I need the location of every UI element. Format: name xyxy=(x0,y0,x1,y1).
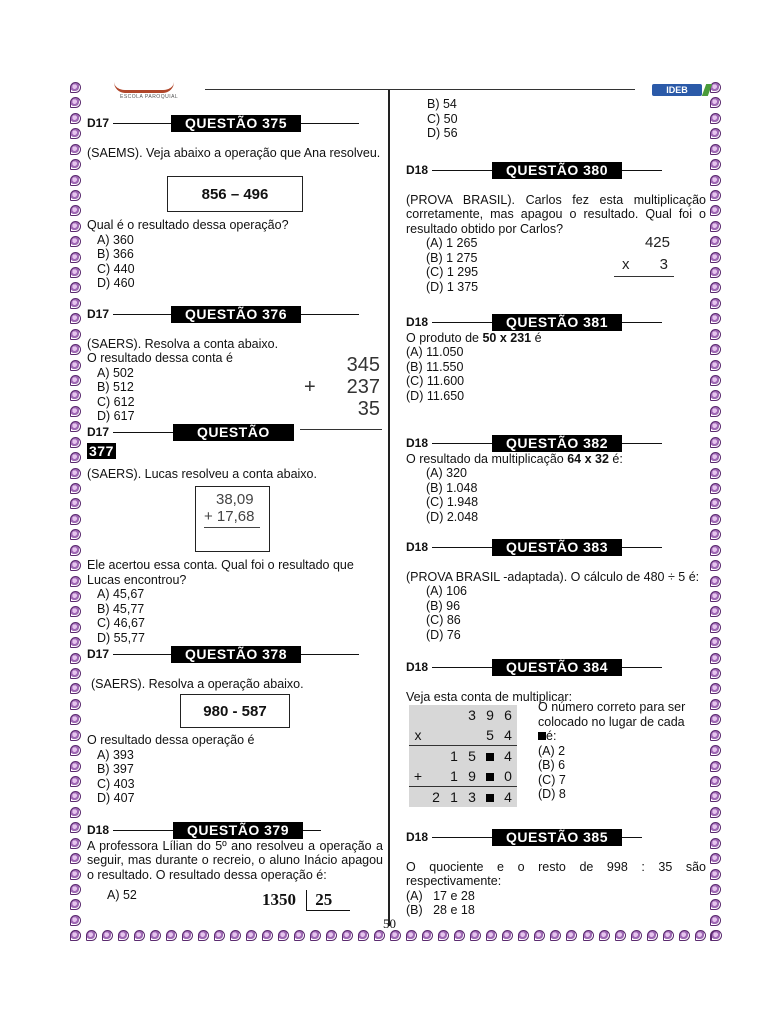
border-ornament-icon xyxy=(710,915,721,926)
border-ornament-icon xyxy=(710,468,721,479)
border-ornament-icon xyxy=(262,930,273,941)
decimal-addition-box: 38,09 + 17,68 xyxy=(195,486,270,552)
border-ornament-icon xyxy=(70,591,81,602)
border-ornament-icon xyxy=(70,714,81,725)
border-ornament-icon xyxy=(342,930,353,941)
grid-cell: x xyxy=(409,725,427,746)
border-ornament-icon xyxy=(70,483,81,494)
border-ornament-icon xyxy=(710,761,721,772)
border-ornament-icon xyxy=(70,853,81,864)
border-ornament-icon xyxy=(599,930,610,941)
grid-cell xyxy=(481,766,499,787)
border-ornament-icon xyxy=(710,406,721,417)
border-ornament-icon xyxy=(710,113,721,124)
border-ornament-icon xyxy=(710,899,721,910)
border-ornament-icon xyxy=(454,930,465,941)
grid-cell: + xyxy=(409,766,427,787)
border-ornament-icon xyxy=(102,930,113,941)
grid-cell: 4 xyxy=(499,787,517,808)
addition-column: 345 + 237 35 xyxy=(304,354,380,420)
grid-cell xyxy=(409,705,427,725)
border-ornament-icon xyxy=(710,128,721,139)
border-ornament-icon xyxy=(710,390,721,401)
grid-cell xyxy=(427,766,445,787)
grid-cell: 3 xyxy=(463,705,481,725)
border-ornament-icon xyxy=(710,236,721,247)
border-ornament-icon xyxy=(70,221,81,232)
border-ornament-icon xyxy=(326,930,337,941)
page-number: 50 xyxy=(383,916,396,931)
border-ornament-icon xyxy=(70,606,81,617)
grid-cell: 6 xyxy=(499,705,517,725)
border-ornament-icon xyxy=(695,930,706,941)
border-ornament-icon xyxy=(70,190,81,201)
border-ornament-icon xyxy=(710,344,721,355)
border-ornament-icon xyxy=(710,791,721,802)
question-380: D18 QUESTÃO 380 (PROVA BRASIL). Carlos fez esta multiplicação corretamente, mas apagou o resultado. Qual foi o resultado obtido por Carlos? (A) 1 265 (B) 1 275 (C) 1 295 (D) 1 375 xyxy=(406,162,706,294)
border-ornament-icon xyxy=(710,668,721,679)
question-378-body: O resultado dessa operação é A) 393 B) 397 C) 403 D) 407 xyxy=(87,733,255,805)
border-ornament-icon xyxy=(710,853,721,864)
right-border xyxy=(710,82,724,942)
column-divider xyxy=(388,90,390,926)
border-ornament-icon xyxy=(710,97,721,108)
border-ornament-icon xyxy=(70,452,81,463)
grid-cell xyxy=(409,787,427,808)
border-ornament-icon xyxy=(70,113,81,124)
blank-square-icon xyxy=(486,753,494,761)
border-ornament-icon xyxy=(710,838,721,849)
question-384: D18 QUESTÃO 384 Veja esta conta de multiplicar: xyxy=(406,659,706,704)
border-ornament-icon xyxy=(710,205,721,216)
border-ornament-icon xyxy=(710,190,721,201)
border-ornament-icon xyxy=(647,930,658,941)
border-ornament-icon xyxy=(198,930,209,941)
border-ornament-icon xyxy=(70,375,81,386)
border-ornament-icon xyxy=(86,930,97,941)
question-379-continued: B) 54 C) 50 D) 56 xyxy=(427,97,458,140)
border-ornament-icon xyxy=(214,930,225,941)
border-ornament-icon xyxy=(502,930,513,941)
grid-cell: 9 xyxy=(463,766,481,787)
border-ornament-icon xyxy=(710,298,721,309)
border-ornament-icon xyxy=(710,267,721,278)
border-ornament-icon xyxy=(710,699,721,710)
border-ornament-icon xyxy=(118,930,129,941)
question-375-body: Qual é o resultado dessa operação? A) 360 B) 366 C) 440 D) 460 xyxy=(87,218,289,290)
border-ornament-icon xyxy=(438,930,449,941)
border-ornament-icon xyxy=(710,869,721,880)
border-ornament-icon xyxy=(70,653,81,664)
border-ornament-icon xyxy=(70,838,81,849)
border-ornament-icon xyxy=(70,576,81,587)
grid-cell: 1 xyxy=(445,787,463,808)
border-ornament-icon xyxy=(710,452,721,463)
border-ornament-icon xyxy=(70,313,81,324)
border-ornament-icon xyxy=(70,82,81,93)
border-ornament-icon xyxy=(70,560,81,571)
border-ornament-icon xyxy=(534,930,545,941)
grid-cell: 9 xyxy=(481,705,499,725)
border-ornament-icon xyxy=(710,159,721,170)
grid-cell xyxy=(463,725,481,746)
border-ornament-icon xyxy=(70,128,81,139)
border-ornament-icon xyxy=(679,930,690,941)
grid-cell: 5 xyxy=(463,746,481,767)
division-bracket: 1350 25 xyxy=(262,890,350,911)
border-ornament-icon xyxy=(631,930,642,941)
border-ornament-icon xyxy=(70,930,81,941)
border-ornament-icon xyxy=(150,930,161,941)
border-ornament-icon xyxy=(310,930,321,941)
border-ornament-icon xyxy=(710,822,721,833)
border-ornament-icon xyxy=(134,930,145,941)
question-377-body: Ele acertou essa conta. Qual foi o resultado que Lucas encontrou? A) 45,67 B) 45,77 C) 46,67 D) 55,77 xyxy=(87,558,354,645)
question-381: D18 QUESTÃO 381 O produto de 50 x 231 é (A) 11.050 (B) 11.550 (C) 11.600 (D) 11.650 xyxy=(406,314,706,403)
border-ornament-icon xyxy=(470,930,481,941)
border-ornament-icon xyxy=(70,236,81,247)
grid-cell xyxy=(445,705,463,725)
grid-cell xyxy=(427,746,445,767)
border-ornament-icon xyxy=(406,930,417,941)
ideb-logo: IDEB xyxy=(652,84,702,96)
border-ornament-icon xyxy=(70,498,81,509)
school-logo: ESCOLA PAROQUIAL xyxy=(110,82,190,102)
question-377: D17 QUESTÃO 377 (SAERS). Lucas resolveu a conta abaixo. xyxy=(87,424,317,481)
grid-cell: 1 xyxy=(445,746,463,767)
border-ornament-icon xyxy=(70,683,81,694)
border-ornament-icon xyxy=(710,714,721,725)
multiplication-425x3: 425 x 3 xyxy=(614,232,674,277)
border-ornament-icon xyxy=(710,144,721,155)
grid-cell: 0 xyxy=(499,766,517,787)
border-ornament-icon xyxy=(710,360,721,371)
multiplication-grid xyxy=(409,705,517,807)
border-ornament-icon xyxy=(70,390,81,401)
border-ornament-icon xyxy=(70,622,81,633)
border-ornament-icon xyxy=(70,159,81,170)
border-ornament-icon xyxy=(70,822,81,833)
subtraction-box: 980 - 587 xyxy=(180,694,290,728)
border-ornament-icon xyxy=(358,930,369,941)
border-ornament-icon xyxy=(710,375,721,386)
grid-cell xyxy=(409,746,427,767)
border-ornament-icon xyxy=(70,421,81,432)
border-ornament-icon xyxy=(710,175,721,186)
header-rule xyxy=(205,89,635,90)
border-ornament-icon xyxy=(70,745,81,756)
border-ornament-icon xyxy=(278,930,289,941)
border-ornament-icon xyxy=(710,637,721,648)
bottom-border xyxy=(70,930,722,944)
border-ornament-icon xyxy=(70,329,81,340)
border-ornament-icon xyxy=(246,930,257,941)
border-ornament-icon xyxy=(710,683,721,694)
border-ornament-icon xyxy=(710,807,721,818)
border-ornament-icon xyxy=(710,252,721,263)
border-ornament-icon xyxy=(70,776,81,787)
border-ornament-icon xyxy=(70,699,81,710)
border-ornament-icon xyxy=(710,329,721,340)
question-385: D18 QUESTÃO 385 O quociente e o resto de 998 : 35 são respectivamente: (A) 17 e 28 (B) 28 e 18 xyxy=(406,829,706,917)
border-ornament-icon xyxy=(711,930,722,941)
border-ornament-icon xyxy=(70,252,81,263)
border-ornament-icon xyxy=(710,560,721,571)
border-ornament-icon xyxy=(710,421,721,432)
border-ornament-icon xyxy=(70,545,81,556)
border-ornament-icon xyxy=(566,930,577,941)
border-ornament-icon xyxy=(70,807,81,818)
border-ornament-icon xyxy=(70,529,81,540)
border-ornament-icon xyxy=(486,930,497,941)
border-ornament-icon xyxy=(710,483,721,494)
border-ornament-icon xyxy=(70,637,81,648)
border-ornament-icon xyxy=(70,514,81,525)
border-ornament-icon xyxy=(422,930,433,941)
border-ornament-icon xyxy=(70,791,81,802)
border-ornament-icon xyxy=(70,884,81,895)
border-ornament-icon xyxy=(710,653,721,664)
border-ornament-icon xyxy=(710,282,721,293)
border-ornament-icon xyxy=(710,498,721,509)
border-ornament-icon xyxy=(182,930,193,941)
blank-square-icon xyxy=(486,773,494,781)
border-ornament-icon xyxy=(70,869,81,880)
border-ornament-icon xyxy=(294,930,305,941)
border-ornament-icon xyxy=(663,930,674,941)
border-ornament-icon xyxy=(70,406,81,417)
border-ornament-icon xyxy=(710,545,721,556)
grid-cell xyxy=(427,725,445,746)
expression-box: 856 – 496 xyxy=(167,176,303,212)
grid-cell xyxy=(481,787,499,808)
question-383: D18 QUESTÃO 383 (PROVA BRASIL -adaptada). O cálculo de 480 ÷ 5 é: (A) 106 (B) 96 (C) 86 (D) 76 xyxy=(406,539,700,642)
left-border xyxy=(70,82,84,942)
border-ornament-icon xyxy=(710,884,721,895)
border-ornament-icon xyxy=(70,298,81,309)
grid-cell: 3 xyxy=(463,787,481,808)
border-ornament-icon xyxy=(615,930,626,941)
grid-cell: 2 xyxy=(427,787,445,808)
border-ornament-icon xyxy=(70,282,81,293)
border-ornament-icon xyxy=(710,437,721,448)
border-ornament-icon xyxy=(230,930,241,941)
border-ornament-icon xyxy=(518,930,529,941)
border-ornament-icon xyxy=(70,899,81,910)
question-384-side: O número correto para ser colocado no lugar de cada é: (A) 2 (B) 6 (C) 7 (D) 8 xyxy=(538,700,686,801)
border-ornament-icon xyxy=(710,776,721,787)
border-ornament-icon xyxy=(70,344,81,355)
border-ornament-icon xyxy=(583,930,594,941)
border-ornament-icon xyxy=(70,175,81,186)
border-ornament-icon xyxy=(710,606,721,617)
border-ornament-icon xyxy=(710,591,721,602)
grid-cell xyxy=(445,725,463,746)
question-382: D18 QUESTÃO 382 O resultado da multiplicação 64 x 32 é: (A) 320 (B) 1.048 (C) 1.948 (D) 2.048 xyxy=(406,435,706,524)
blank-square-icon xyxy=(486,794,494,802)
border-ornament-icon xyxy=(710,576,721,587)
blank-square-icon xyxy=(538,732,546,740)
border-ornament-icon xyxy=(710,730,721,741)
grid-cell: 1 xyxy=(445,766,463,787)
question-375: D17 QUESTÃO 375 (SAEMS). Veja abaixo a operação que Ana resolveu. xyxy=(87,115,381,160)
grid-cell: 4 xyxy=(499,746,517,767)
border-ornament-icon xyxy=(70,437,81,448)
border-ornament-icon xyxy=(70,468,81,479)
question-379: D18 QUESTÃO 379 A professora Lílian do 5º ano resolveu a operação a seguir, mas durante o recreio, o aluno Inácio apagou o resultado. O resultado dessa operação é: A) 52 xyxy=(87,822,383,902)
grid-cell: 4 xyxy=(499,725,517,746)
question-378: D17 QUESTÃO 378 (SAERS). Resolva a operação abaixo. xyxy=(87,646,383,691)
border-ornament-icon xyxy=(710,622,721,633)
border-ornament-icon xyxy=(166,930,177,941)
border-ornament-icon xyxy=(70,915,81,926)
grid-cell: 5 xyxy=(481,725,499,746)
border-ornament-icon xyxy=(710,221,721,232)
border-ornament-icon xyxy=(70,730,81,741)
border-ornament-icon xyxy=(70,267,81,278)
border-ornament-icon xyxy=(710,745,721,756)
border-ornament-icon xyxy=(710,313,721,324)
border-ornament-icon xyxy=(70,360,81,371)
border-ornament-icon xyxy=(710,514,721,525)
question-376: D17 QUESTÃO 376 (SAERS). Resolva a conta abaixo. O resultado dessa conta é A) 502 B) 512 C) 612 D) 617 xyxy=(87,306,383,424)
border-ornament-icon xyxy=(70,668,81,679)
border-ornament-icon xyxy=(70,761,81,772)
border-ornament-icon xyxy=(70,144,81,155)
border-ornament-icon xyxy=(550,930,561,941)
border-ornament-icon xyxy=(70,205,81,216)
border-ornament-icon xyxy=(70,97,81,108)
grid-cell xyxy=(481,746,499,767)
border-ornament-icon xyxy=(710,529,721,540)
grid-cell xyxy=(427,705,445,725)
